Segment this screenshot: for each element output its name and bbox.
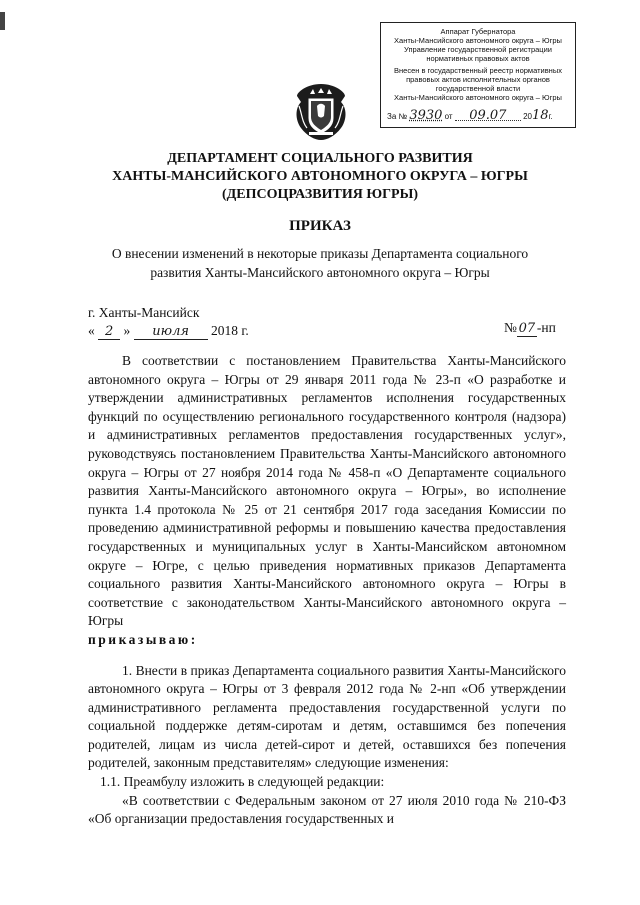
registration-stamp	[380, 22, 576, 128]
subject-line: О внесении изменений в некоторые приказы Департамента социального	[111, 246, 529, 261]
date-quote-open: «	[88, 323, 95, 338]
scan-edge-mark	[0, 12, 5, 30]
date-month: июля	[134, 324, 208, 340]
subject-line: развития Ханты-Мансийского автономного округа – Югры	[150, 265, 490, 280]
stamp-reg-prefix: За №	[387, 112, 408, 121]
stamp-line: нормативных правовых актов	[426, 54, 530, 63]
decree-word: приказываю:	[88, 631, 198, 647]
department-heading	[60, 150, 580, 204]
stamp-line: Ханты-Мансийского автономного округа – Югры	[394, 36, 562, 45]
document-body	[88, 352, 566, 829]
number-prefix: №	[504, 320, 517, 335]
issue-place: г. Ханты-Мансийск	[88, 305, 200, 320]
date-year: 2018 г.	[211, 323, 249, 338]
stamp-reg-number: 3930	[409, 108, 443, 123]
stamp-reg-date: 09.07	[455, 111, 521, 121]
item-1-1-paragraph: 1.1. Преамбулу изложить в следующей редакции:	[100, 774, 385, 790]
stamp-line: государственной власти	[435, 84, 521, 93]
date-day: 2	[98, 324, 120, 340]
department-region-line: ХАНТЫ-МАНСИЙСКОГО АВТОНОМНОГО ОКРУГА – ЮГРЫ	[112, 169, 528, 184]
order-number	[504, 320, 556, 337]
stamp-line: правовых актов исполнительных органов	[406, 75, 550, 84]
stamp-line: Внесен в государственный реестр нормативных	[394, 66, 562, 75]
stamp-line: Аппарат Губернатора	[440, 27, 516, 36]
coat-of-arms-icon	[291, 82, 351, 142]
stamp-year-suffix: г.	[548, 112, 553, 121]
number-suffix: -нп	[536, 320, 556, 335]
stamp-registration-row	[387, 108, 571, 123]
preamble-paragraph: В соответствии с постановлением Правительства Ханты-Мансийского автономного округа – Югры от 29 января 2011 года № 23-п «О разработке и утверждении административных регламентов исполнения государственных функций по осуществлению регионального государственного контроля (надзора) и административных регламентов предоставления государственных услуг», руководствуясь постановлением Правительства Ханты-Мансийского автономного округа – Югры от 27 ноября 2014 года № 458-п «О Департаменте социального развития Ханты-Мансийского автономного округа – Югры», во исполнение пункта 1.4 протокола № 25 от 21 сентября 2017 года заседания Комиссии по проведению административной реформы и повышению качества предоставления государственных и муниципальных услуг в Ханты-Мансийском автономном округе – Югре, с целью приведения нормативных приказов Департамента социального развития Ханты-Мансийского автономного округа – Югры в соответствие с законодательством Ханты-Мансийского автономного округа – Югры	[88, 353, 566, 629]
item-1-paragraph: 1. Внести в приказ Департамента социального развития Ханты-Мансийского автономного округа – Югры от 3 февраля 2012 года № 2-нп «Об утверждении административного регламента предоставления государственной услуги по социальной поддержке детям-сиротам и детям, оставшимся без попечения родителей, лицам из числа детей-сирот и детей, оставшихся без попечения родителей, законным представителям» следующие изменения:	[88, 662, 566, 771]
document-subject	[90, 244, 550, 282]
number-value: 07	[518, 321, 536, 336]
stamp-year-prefix: 20	[523, 112, 532, 121]
preamble-quote-paragraph: «В соответствии с Федеральным законом от 27 июля 2010 года № 210-ФЗ «Об организации предоставления государственных и	[88, 792, 566, 827]
department-name-line: ДЕПАРТАМЕНТ СОЦИАЛЬНОГО РАЗВИТИЯ	[167, 151, 473, 166]
stamp-line: Ханты-Мансийского автономного округа – Югры	[394, 93, 562, 102]
stamp-reg-from: от	[444, 112, 453, 121]
stamp-year: 18	[531, 108, 549, 123]
document-type-title: ПРИКАЗ	[289, 218, 351, 234]
issue-date	[88, 323, 249, 340]
department-short-name: (ДЕПСОЦРАЗВИТИЯ ЮГРЫ)	[221, 187, 419, 202]
stamp-line: Управление государственной регистрации	[404, 45, 552, 54]
date-quote-close: »	[123, 323, 131, 338]
